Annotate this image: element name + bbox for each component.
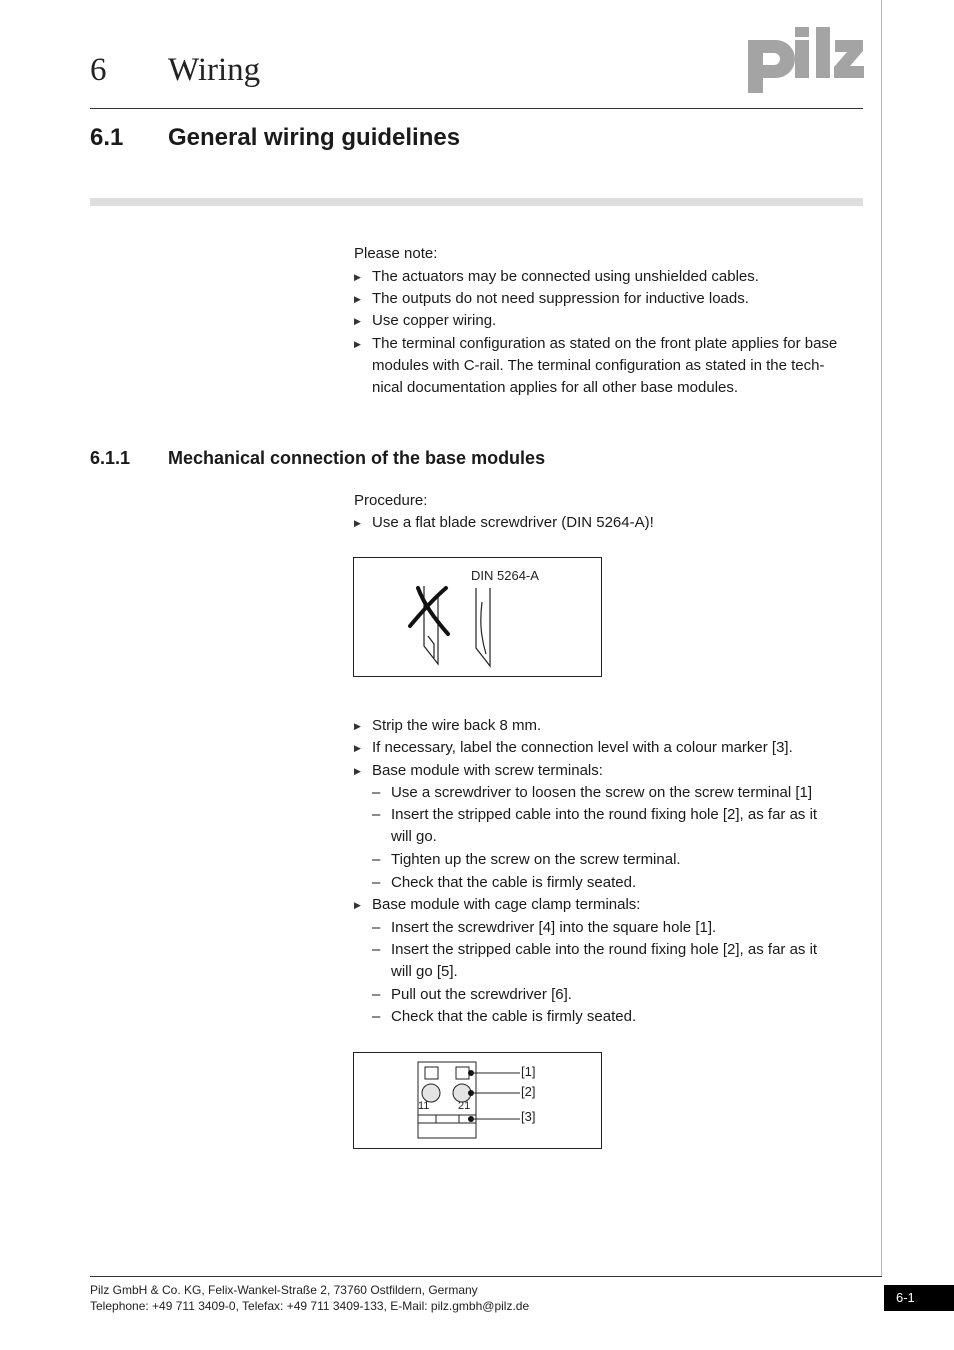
- section-divider-band: [90, 198, 863, 206]
- bullet-arrow-icon: ▶: [354, 272, 361, 282]
- note-item: ▶ The actuators may be connected using unshielded cables.: [354, 266, 868, 288]
- terminal-label-11: 11: [418, 1100, 430, 1112]
- sub-step: – Pull out the screwdriver [6].: [372, 986, 572, 1003]
- step-item: ▶ If necessary, label the connection level with a colour marker [3].: [354, 737, 868, 759]
- sub-step: – Insert the screwdriver [4] into the square hole [1].: [372, 919, 717, 936]
- notes-intro: Please note:: [354, 245, 438, 262]
- step-item: ▶ Base module with cage clamp terminals:: [354, 894, 868, 916]
- sub-step: – Use a screwdriver to loosen the screw on the screw terminal [1]: [372, 784, 813, 801]
- procedure-label: Procedure:: [354, 492, 428, 509]
- header-rule: [90, 108, 863, 109]
- sub-step: – Insert the stripped cable into the round fixing hole [2], as far as it will go [5].: [372, 941, 818, 980]
- subsection-number: 6.1.1: [90, 448, 131, 468]
- bullet-arrow-icon: ▶: [354, 339, 361, 349]
- bullet-arrow-icon: ▶: [354, 294, 361, 304]
- sub-step: – Check that the cable is firmly seated.: [372, 1008, 637, 1025]
- screwdriver-blades-drawing: [354, 558, 603, 678]
- sub-step: – Insert the stripped cable into the round fixing hole [2], as far as it will go.: [372, 806, 818, 845]
- bullet-arrow-icon: ▶: [354, 518, 361, 528]
- note-item: ▶ The terminal configuration as stated on the front plate applies for base modules with C-rail. The terminal configuration as stated in the tech- nical documentation applies for all other base modules.: [354, 335, 838, 396]
- callout-1: [1]: [521, 1064, 536, 1079]
- note-item: ▶ Use copper wiring.: [354, 310, 868, 332]
- section-title: General wiring guidelines: [168, 124, 461, 151]
- chapter-title: Wiring: [168, 52, 261, 88]
- callout-3: [3]: [521, 1109, 536, 1124]
- bullet-arrow-icon: ▶: [354, 900, 361, 910]
- bullet-arrow-icon: ▶: [354, 766, 361, 776]
- bullet-arrow-icon: ▶: [354, 743, 361, 753]
- section-number: 6.1: [90, 124, 124, 151]
- subsection-title: Mechanical connection of the base modules: [168, 448, 546, 468]
- pilz-logo: [742, 22, 866, 98]
- bullet-arrow-icon: ▶: [354, 316, 361, 326]
- terminal-figure: [353, 1052, 602, 1149]
- page-number: 6-1: [884, 1285, 954, 1311]
- callout-2: [2]: [521, 1084, 536, 1099]
- footer-contact: Telephone: +49 711 3409-0, Telefax: +49 711 3409-133, E-Mail: pilz.gmbh@pilz.de: [90, 1299, 530, 1313]
- note-item: ▶ The outputs do not need suppression for inductive loads.: [354, 288, 868, 310]
- footer-address: Pilz GmbH & Co. KG, Felix-Wankel-Straße 2, 73760 Ostfildern, Germany: [90, 1283, 478, 1297]
- screwdriver-figure: [353, 557, 602, 677]
- terminal-block-drawing: [354, 1053, 603, 1150]
- footer-rule: [90, 1276, 882, 1277]
- terminal-label-21: 21: [458, 1100, 471, 1112]
- right-margin-rule: [881, 0, 882, 1276]
- step-item: ▶ Strip the wire back 8 mm.: [354, 715, 868, 737]
- step-item: ▶ Use a flat blade screwdriver (DIN 5264-A)!: [354, 512, 868, 534]
- sub-step: – Tighten up the screw on the screw terminal.: [372, 851, 681, 868]
- bullet-arrow-icon: ▶: [354, 721, 361, 731]
- sub-step: – Check that the cable is firmly seated.: [372, 874, 637, 891]
- step-item: ▶ Base module with screw terminals:: [354, 760, 868, 782]
- chapter-number: 6: [90, 52, 107, 88]
- din-label: DIN 5264-A: [471, 568, 539, 583]
